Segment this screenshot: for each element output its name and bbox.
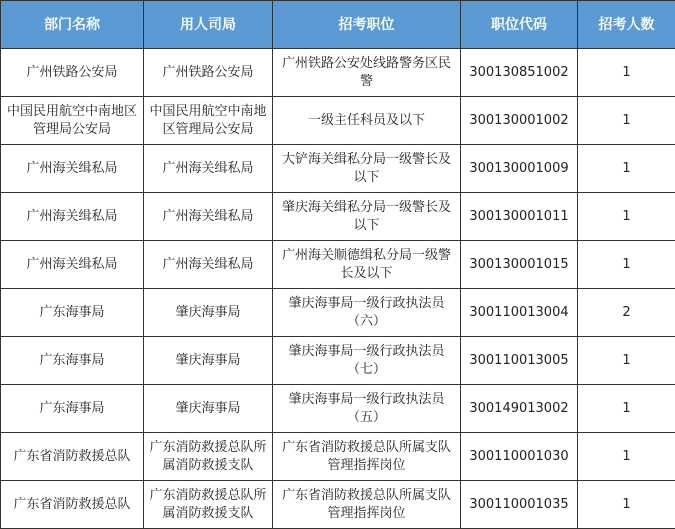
table-row <box>1 145 675 193</box>
table-row <box>1 289 675 337</box>
cell-hiring-bureau: 广州海关缉私局 <box>144 241 273 289</box>
cell-headcount: 1 <box>578 481 675 529</box>
cell-hiring-bureau: 广州海关缉私局 <box>144 193 273 241</box>
table-row <box>1 97 675 145</box>
cell-position-code: 300110001035 <box>461 481 578 529</box>
cell-position: 一级主任科员及以下 <box>273 97 461 145</box>
cell-headcount: 1 <box>578 97 675 145</box>
cell-hiring-bureau: 肇庆海事局 <box>144 385 273 433</box>
cell-position: 广州海关顺德缉私分局一级警长及以下 <box>273 241 461 289</box>
header-row <box>1 1 675 49</box>
cell-headcount: 1 <box>578 241 675 289</box>
cell-hiring-bureau: 肇庆海事局 <box>144 289 273 337</box>
table-row <box>1 193 675 241</box>
cell-department: 广东海事局 <box>1 289 144 337</box>
cell-department: 中国民用航空中南地区管理局公安局 <box>1 97 144 145</box>
header-position-code: 职位代码 <box>461 1 578 49</box>
cell-headcount: 1 <box>578 337 675 385</box>
table-row <box>1 481 675 529</box>
cell-position: 大铲海关缉私分局一级警长及以下 <box>273 145 461 193</box>
table-row <box>1 337 675 385</box>
table-row <box>1 49 675 97</box>
cell-position: 肇庆海关缉私分局一级警长及以下 <box>273 193 461 241</box>
table-row <box>1 241 675 289</box>
header-headcount: 招考人数 <box>578 1 675 49</box>
cell-position: 肇庆海事局一级行政执法员（七） <box>273 337 461 385</box>
cell-headcount: 1 <box>578 385 675 433</box>
table-row <box>1 385 675 433</box>
cell-headcount: 1 <box>578 145 675 193</box>
cell-position: 广东省消防救援总队所属支队管理指挥岗位 <box>273 481 461 529</box>
cell-position: 肇庆海事局一级行政执法员（六） <box>273 289 461 337</box>
cell-hiring-bureau: 广州海关缉私局 <box>144 145 273 193</box>
cell-hiring-bureau: 肇庆海事局 <box>144 337 273 385</box>
header-hiring-bureau: 用人司局 <box>144 1 273 49</box>
cell-headcount: 1 <box>578 49 675 97</box>
header-department: 部门名称 <box>1 1 144 49</box>
cell-position: 肇庆海事局一级行政执法员（五） <box>273 385 461 433</box>
cell-headcount: 1 <box>578 433 675 481</box>
cell-department: 广东海事局 <box>1 385 144 433</box>
cell-position-code: 300110001030 <box>461 433 578 481</box>
cell-department: 广东省消防救援总队 <box>1 481 144 529</box>
cell-hiring-bureau: 广州铁路公安局 <box>144 49 273 97</box>
cell-hiring-bureau: 广东消防救援总队所属消防救援支队 <box>144 433 273 481</box>
cell-position-code: 300130001009 <box>461 145 578 193</box>
cell-position-code: 300110013004 <box>461 289 578 337</box>
cell-position-code: 300130001011 <box>461 193 578 241</box>
cell-hiring-bureau: 广东消防救援总队所属消防救援支队 <box>144 481 273 529</box>
cell-position-code: 300149013002 <box>461 385 578 433</box>
table-row <box>1 433 675 481</box>
cell-position: 广州铁路公安处线路警务区民警 <box>273 49 461 97</box>
cell-headcount: 1 <box>578 193 675 241</box>
cell-department: 广东省消防救援总队 <box>1 433 144 481</box>
cell-headcount: 2 <box>578 289 675 337</box>
cell-position-code: 300130001002 <box>461 97 578 145</box>
cell-position-code: 300110013005 <box>461 337 578 385</box>
cell-position-code: 300130851002 <box>461 49 578 97</box>
cell-position-code: 300130001015 <box>461 241 578 289</box>
cell-department: 广州铁路公安局 <box>1 49 144 97</box>
cell-department: 广州海关缉私局 <box>1 145 144 193</box>
cell-hiring-bureau: 中国民用航空中南地区管理局公安局 <box>144 97 273 145</box>
cell-department: 广东海事局 <box>1 337 144 385</box>
header-position: 招考职位 <box>273 1 461 49</box>
cell-department: 广州海关缉私局 <box>1 193 144 241</box>
cell-department: 广州海关缉私局 <box>1 241 144 289</box>
cell-position: 广东省消防救援总队所属支队管理指挥岗位 <box>273 433 461 481</box>
